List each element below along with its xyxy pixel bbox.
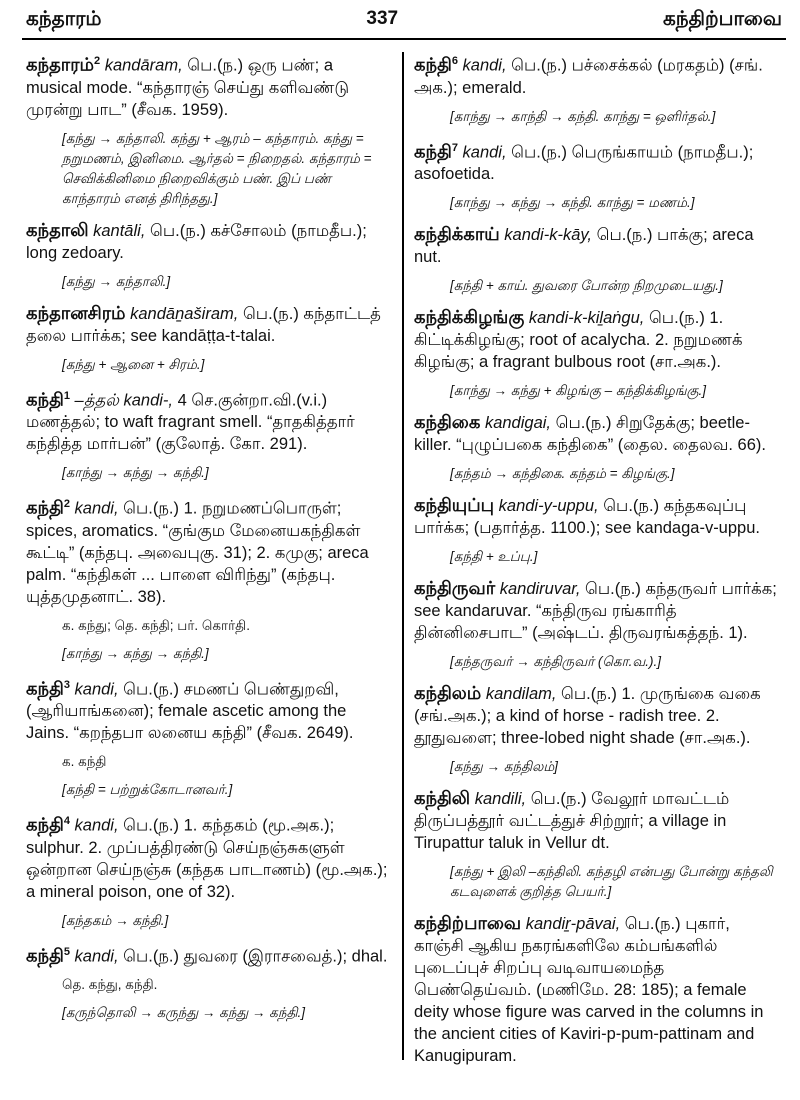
homonym-number: 5 [63,945,70,958]
entry-body [414,682,780,749]
entry-body [26,385,392,456]
transliteration: kandi, [74,499,119,518]
etymology: [கருந்தொலி → கருந்து → கந்து → கந்தி.] [62,1005,306,1020]
etymology: [கந்தகம் → கந்தி.] [62,912,169,928]
dictionary-entry [26,50,392,209]
homonym-number: 2 [93,55,101,67]
etymology: [கந்து → கந்திலம்] [450,759,558,774]
etymology: [கந்து + இலி –கந்திலி. கந்தழி என்பது போன்று கந்தலி கடவுளைக் குறித்த பெயர்.] [450,864,773,899]
etymology: [காந்து → கந்து → கந்தி.] [62,465,209,480]
headword: கந்தியுப்பு [414,495,495,515]
dictionary-entry [414,223,780,296]
definition: பெ.(ந.) புகார், காஞ்சி ஆகிய நகரங்களிலே கம்பங்களில் புடைப்புச் சிறப்பு வடிவாயமைந்த பெண்தெய்வம். (மணிமே. 28: 185); a female deity whose figure was carved in the columns in the ancient cities of Kaviri-p-pum-pattinam and Kanugipuram. [414,915,764,1065]
dictionary-entry [26,219,392,292]
cognates: க. கந்தி [62,754,107,769]
dictionary-entry [26,674,392,801]
entry-body [414,50,780,99]
entry-body [26,302,392,347]
entry-body [414,787,780,854]
transliteration: kandiṟ-pāvai, [525,915,621,933]
transliteration: kandi, [462,56,507,75]
page-header [26,0,782,36]
running-head-right: கந்திற்பாவை [662,8,782,30]
entry-body [26,674,392,745]
headword: கந்தி [414,141,452,161]
definition: பெ.(ந.) சிறுதேக்கு; beetle-killer. “புழுப்பகை கந்திகை” (தைல. தைலவ. 66). [414,414,766,454]
homonym-number: 7 [451,141,458,154]
etymology: [காந்து → கந்து → கந்தி. காந்து = மணம்.] [450,195,695,210]
transliteration: kandi-k-kāy, [504,226,593,244]
headword: கந்திலி [414,788,471,808]
definition: பெ.(ந.) கந்தாட்டத் தலை பார்க்க; see kandāṭṭa-t-talai. [26,304,381,345]
definition: பெ.(ந.) கந்தருவர் பார்க்க; see kandaruvar. “கந்திருவ ரங்காரித் தின்னிசைபாட” (அஷ்டப். திருவரங்கத்தந். 1). [414,580,777,642]
etymology: [கந்தம் → கந்திகை. கந்தம் = கிழங்கு.] [450,466,675,481]
headword: கந்தி [26,497,64,518]
dictionary-entry [414,577,780,672]
transliteration: kandigai, [484,414,552,432]
dictionary-entry [414,787,780,902]
etymology: [கந்தி + காய். துவரை போன்ற நிறமுடையது.] [450,278,723,293]
transliteration: –த்தல் kandi-, [74,391,174,409]
cognates: தெ. கந்து, கந்தி. [62,977,158,992]
dictionary-entry [414,50,780,127]
headword: கந்தி [26,945,64,965]
dictionary-entry [414,411,780,484]
definition: பெ.(ந.) 1. நறுமணப்பொருள்; spices, aromatics. “குங்கும மேனையகந்திகள் கூட்டி” (கந்தபு. அவைபுகு. 31); 2. கமுகு; areca palm. “கந்திகள் ... பாளை விரிந்து” (கந்தபு. யுத்தமுதனாட். 38). [26,499,369,606]
dictionary-entry [26,493,392,664]
definition: பெ.(ந.) சமணப் பெண்துறவி, (ஆரியாங்கனை); female ascetic among the Jains. “கறந்தபா லனைய கந்தி” (சீவக. 2649). [26,680,354,742]
entry-body [414,912,780,1067]
definition: பெ.(ந.) ஒரு பண்; a musical mode. “கந்தாரஞ் செய்து களிவண்டு முரன்று பாட” (சீவக. 1959). [26,56,350,119]
right-column [414,50,780,1077]
dictionary-entry [414,494,780,567]
page-number: 337 [366,8,399,29]
headword: கந்தி [414,54,452,75]
etymology: [காந்து → கந்து → கந்தி.] [62,645,209,661]
headword: கந்திக்காய் [414,224,500,244]
headword: கந்தி [26,814,64,835]
transliteration: kandi-k-kiḻaṅgu, [528,309,645,327]
headword: கந்திகை [414,412,481,432]
homonym-number: 2 [63,498,70,510]
headword: கந்தாலி [26,219,89,240]
homonym-number: 4 [63,815,70,827]
entry-body [414,494,780,539]
headword: கந்தாரம் [26,54,94,75]
dictionary-entry [414,682,780,777]
definition: பெ.(ந.) கச்சோலம் (நாமதீப.); long zedoary. [26,221,367,262]
left-column [26,50,392,1033]
dictionary-entry [414,306,780,401]
transliteration: kandilam, [485,685,557,703]
homonym-number: 6 [451,55,458,67]
dictionary-entry [414,137,780,214]
etymology: [காந்து → காந்தி → கந்தி. காந்து = ஒளிர்தல்.] [450,108,716,124]
entry-body [414,223,780,268]
etymology: [கந்தி + உப்பு.] [450,549,538,564]
transliteration: kandili, [474,790,527,808]
dictionary-entry [26,810,392,931]
entry-body [414,306,780,373]
transliteration: kandi, [462,143,507,161]
definition: பெ.(ந.) 1. கந்தகம் (மூ.அக.); sulphur. 2. முப்பத்திரண்டு செய்நஞ்சுகளுள் ஒன்றான செய்நஞ்சு (கந்தக பாடாணம்) (மூ.அக.); a mineral poison, one of 32). [26,816,388,901]
column-divider [402,52,404,1060]
entry-body [414,137,780,186]
homonym-number: 3 [63,678,70,691]
definition: 4 செ.குன்றா.வி.(v.i.) மணத்தல்; to waft fragrant smell. “தாதகித்தார் கந்தித்த மார்பன்” (குலோத். கோ. 291). [26,391,355,453]
headword: கந்திற்பாவை [414,913,522,933]
definition: பெ.(ந.) 1. முருங்கை வகை (சங்.அக.); a kind of horse - radish tree. 2. தூதுவளை; three-lobed night shade (சா.அக.). [414,685,761,747]
definition: பெ.(ந.) பச்சைக்கல் (மரகதம்) (சங். அக.); emerald. [414,56,763,97]
dictionary-entry [26,941,392,1024]
headword: கந்தி [26,678,64,698]
transliteration: kandi, [74,680,119,698]
transliteration: kandi-y-uppu, [498,497,599,515]
transliteration: kandi, [74,947,119,965]
definition: பெ.(ந.) துவரை (இராசவைத்.); dhal. [118,947,388,965]
transliteration: kandāṉaširam, [130,304,239,323]
homonym-number: 1 [63,389,70,402]
definition: பெ.(ந.) பாக்கு; areca nut. [414,226,754,266]
entry-body [414,577,780,644]
transliteration: kantāli, [93,221,146,240]
running-head-left: கந்தாரம் [26,8,102,30]
transliteration: kandi, [74,816,119,835]
definition: பெ.(ந.) பெருங்காயம் (நாமதீப.); asofoetida. [414,143,754,183]
etymology: [கந்து + ஆனை + சிரம்.] [62,356,205,372]
headword: கந்தி [26,389,64,409]
definition: பெ.(ந.) 1. கிட்டிக்கிழங்கு; root of acalycha. 2. நறுமணக் கிழங்கு; a fragrant bulbous root (சா.அக.). [414,309,743,371]
etymology: [கந்து → கந்தாலி.] [62,273,171,289]
entry-body [26,493,392,608]
etymology: [கந்தி = பற்றுக்கோடானவர்.] [62,782,233,797]
headword: கந்திலம் [414,683,482,703]
transliteration: kandāram, [104,56,183,75]
header-rule [22,38,786,40]
transliteration: kandiruvar, [499,580,581,598]
dictionary-entry [414,912,780,1067]
headword: கந்திருவர் [414,578,496,598]
definition: பெ.(ந.) வேலூர் மாவட்டம் திருப்பத்தூர் வட்டத்துச் சிற்றூர்; a village in Tirupattur taluk in Vellur dt. [414,790,730,852]
entry-body [26,50,392,121]
dictionary-entry [26,385,392,484]
headword: கந்தானசிரம் [26,302,126,323]
entry-body [26,941,392,968]
etymology: [கந்தருவர் → கந்திருவர் (கொ.வ.).] [450,654,662,669]
cognates: க. கந்து; தெ. கந்தி; பர். கொர்தி. [62,617,250,633]
headword: கந்திக்கிழங்கு [414,307,525,327]
etymology: [காந்து → கந்து + கிழங்கு – கந்திக்கிழங்கு.] [450,383,707,398]
entry-body [26,810,392,903]
dictionary-entry [26,302,392,375]
entry-body [414,411,780,456]
entry-body [26,219,392,264]
definition: பெ.(ந.) கந்தகவுப்பு பார்க்க; (பதார்த்த. 1100.); see kandaga-v-uppu. [414,497,760,537]
etymology: [கந்து → கந்தாலி. கந்து + ஆரம் – கந்தாரம். கந்து = நறுமணம், இனிமை. ஆர்தல் = நிறைதல். கந்தாரம் = செவிக்கினிமை நிறைவிக்கும் பண். இப் பண் காந்தாரம் எனத் திரிந்தது.] [62,130,372,206]
